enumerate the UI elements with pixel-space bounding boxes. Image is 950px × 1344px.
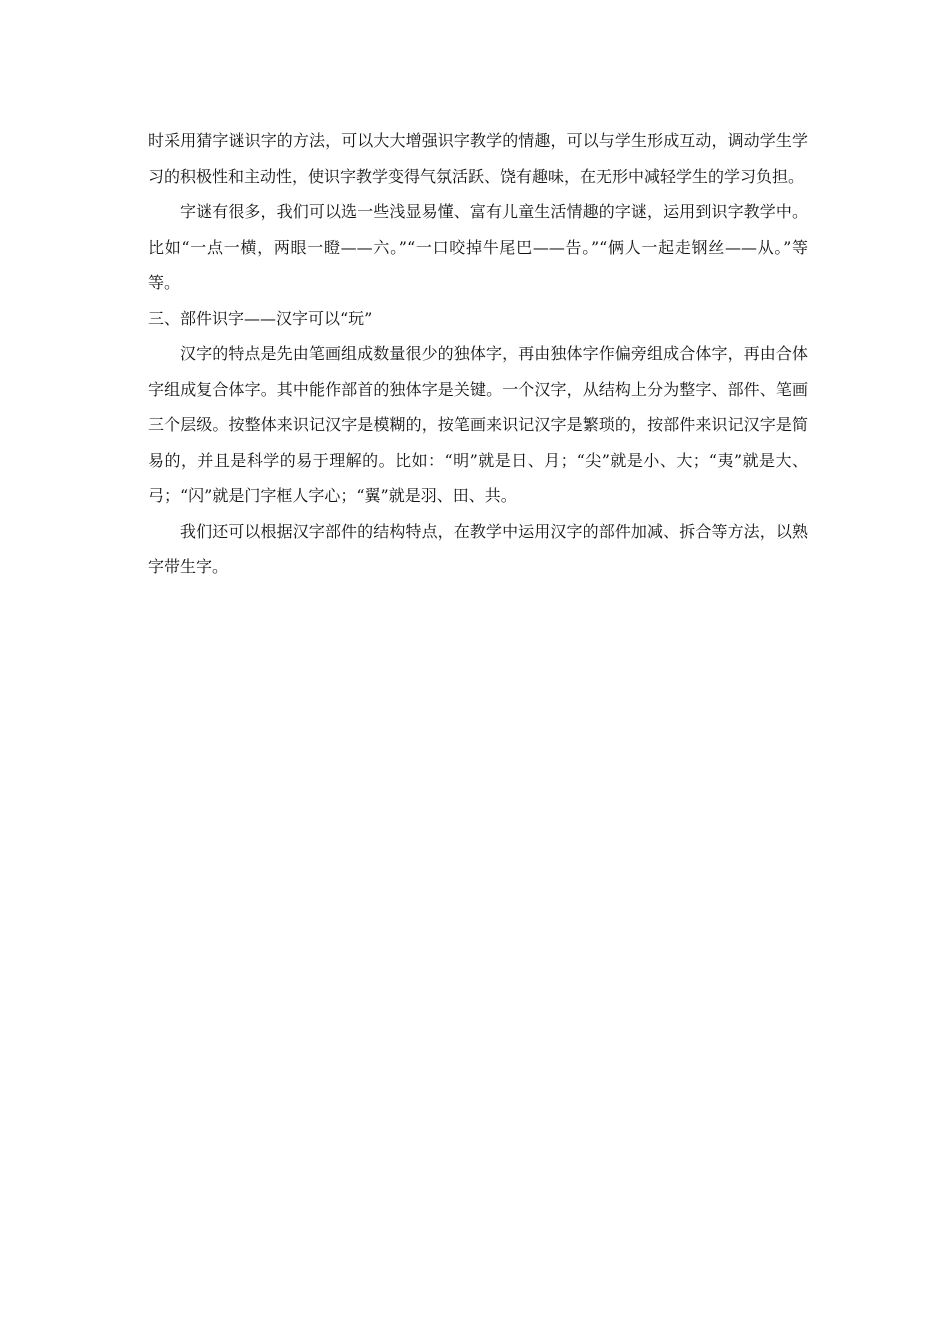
paragraph-method: 我们还可以根据汉字部件的结构特点，在教学中运用汉字的部件加减、拆合等方法，以熟字带生字。 xyxy=(148,521,808,576)
paragraph-riddles: 字谜有很多，我们可以选一些浅显易懂、富有儿童生活情趣的字谜，运用到识字教学中。比如“一点一横，两眼一瞪——六。”“一口咬掉牛尾巴——告。”“俩人一起走钢丝——从。”等等。 xyxy=(148,202,808,292)
section-heading: 三、部件识字——汉字可以“玩” xyxy=(148,308,373,328)
paragraph-components: 汉字的特点是先由笔画组成数量很少的独体字，再由独体字作偏旁组成合体字，再由合体字组成复合体字。其中能作部首的独体字是关键。一个汉字，从结构上分为整字、部件、笔画三个层级。按整体来识记汉字是模糊的，按笔画来识记汉字是繁琐的，按部件来识记汉字是简易的，并且是科学的易于理解的。比如：“明”就是日、月；“尖”就是小、大；“夷”就是大、弓；“闪”就是门字框人字心；“翼”就是羽、田、共。 xyxy=(148,344,808,505)
document-body xyxy=(148,123,808,585)
paragraph-continued: 时采用猜字谜识字的方法，可以大大增强识字教学的情趣，可以与学生形成互动，调动学生学习的积极性和主动性，使识字教学变得气氛活跃、饶有趣味，在无形中减轻学生的学习负担。 xyxy=(148,131,808,186)
